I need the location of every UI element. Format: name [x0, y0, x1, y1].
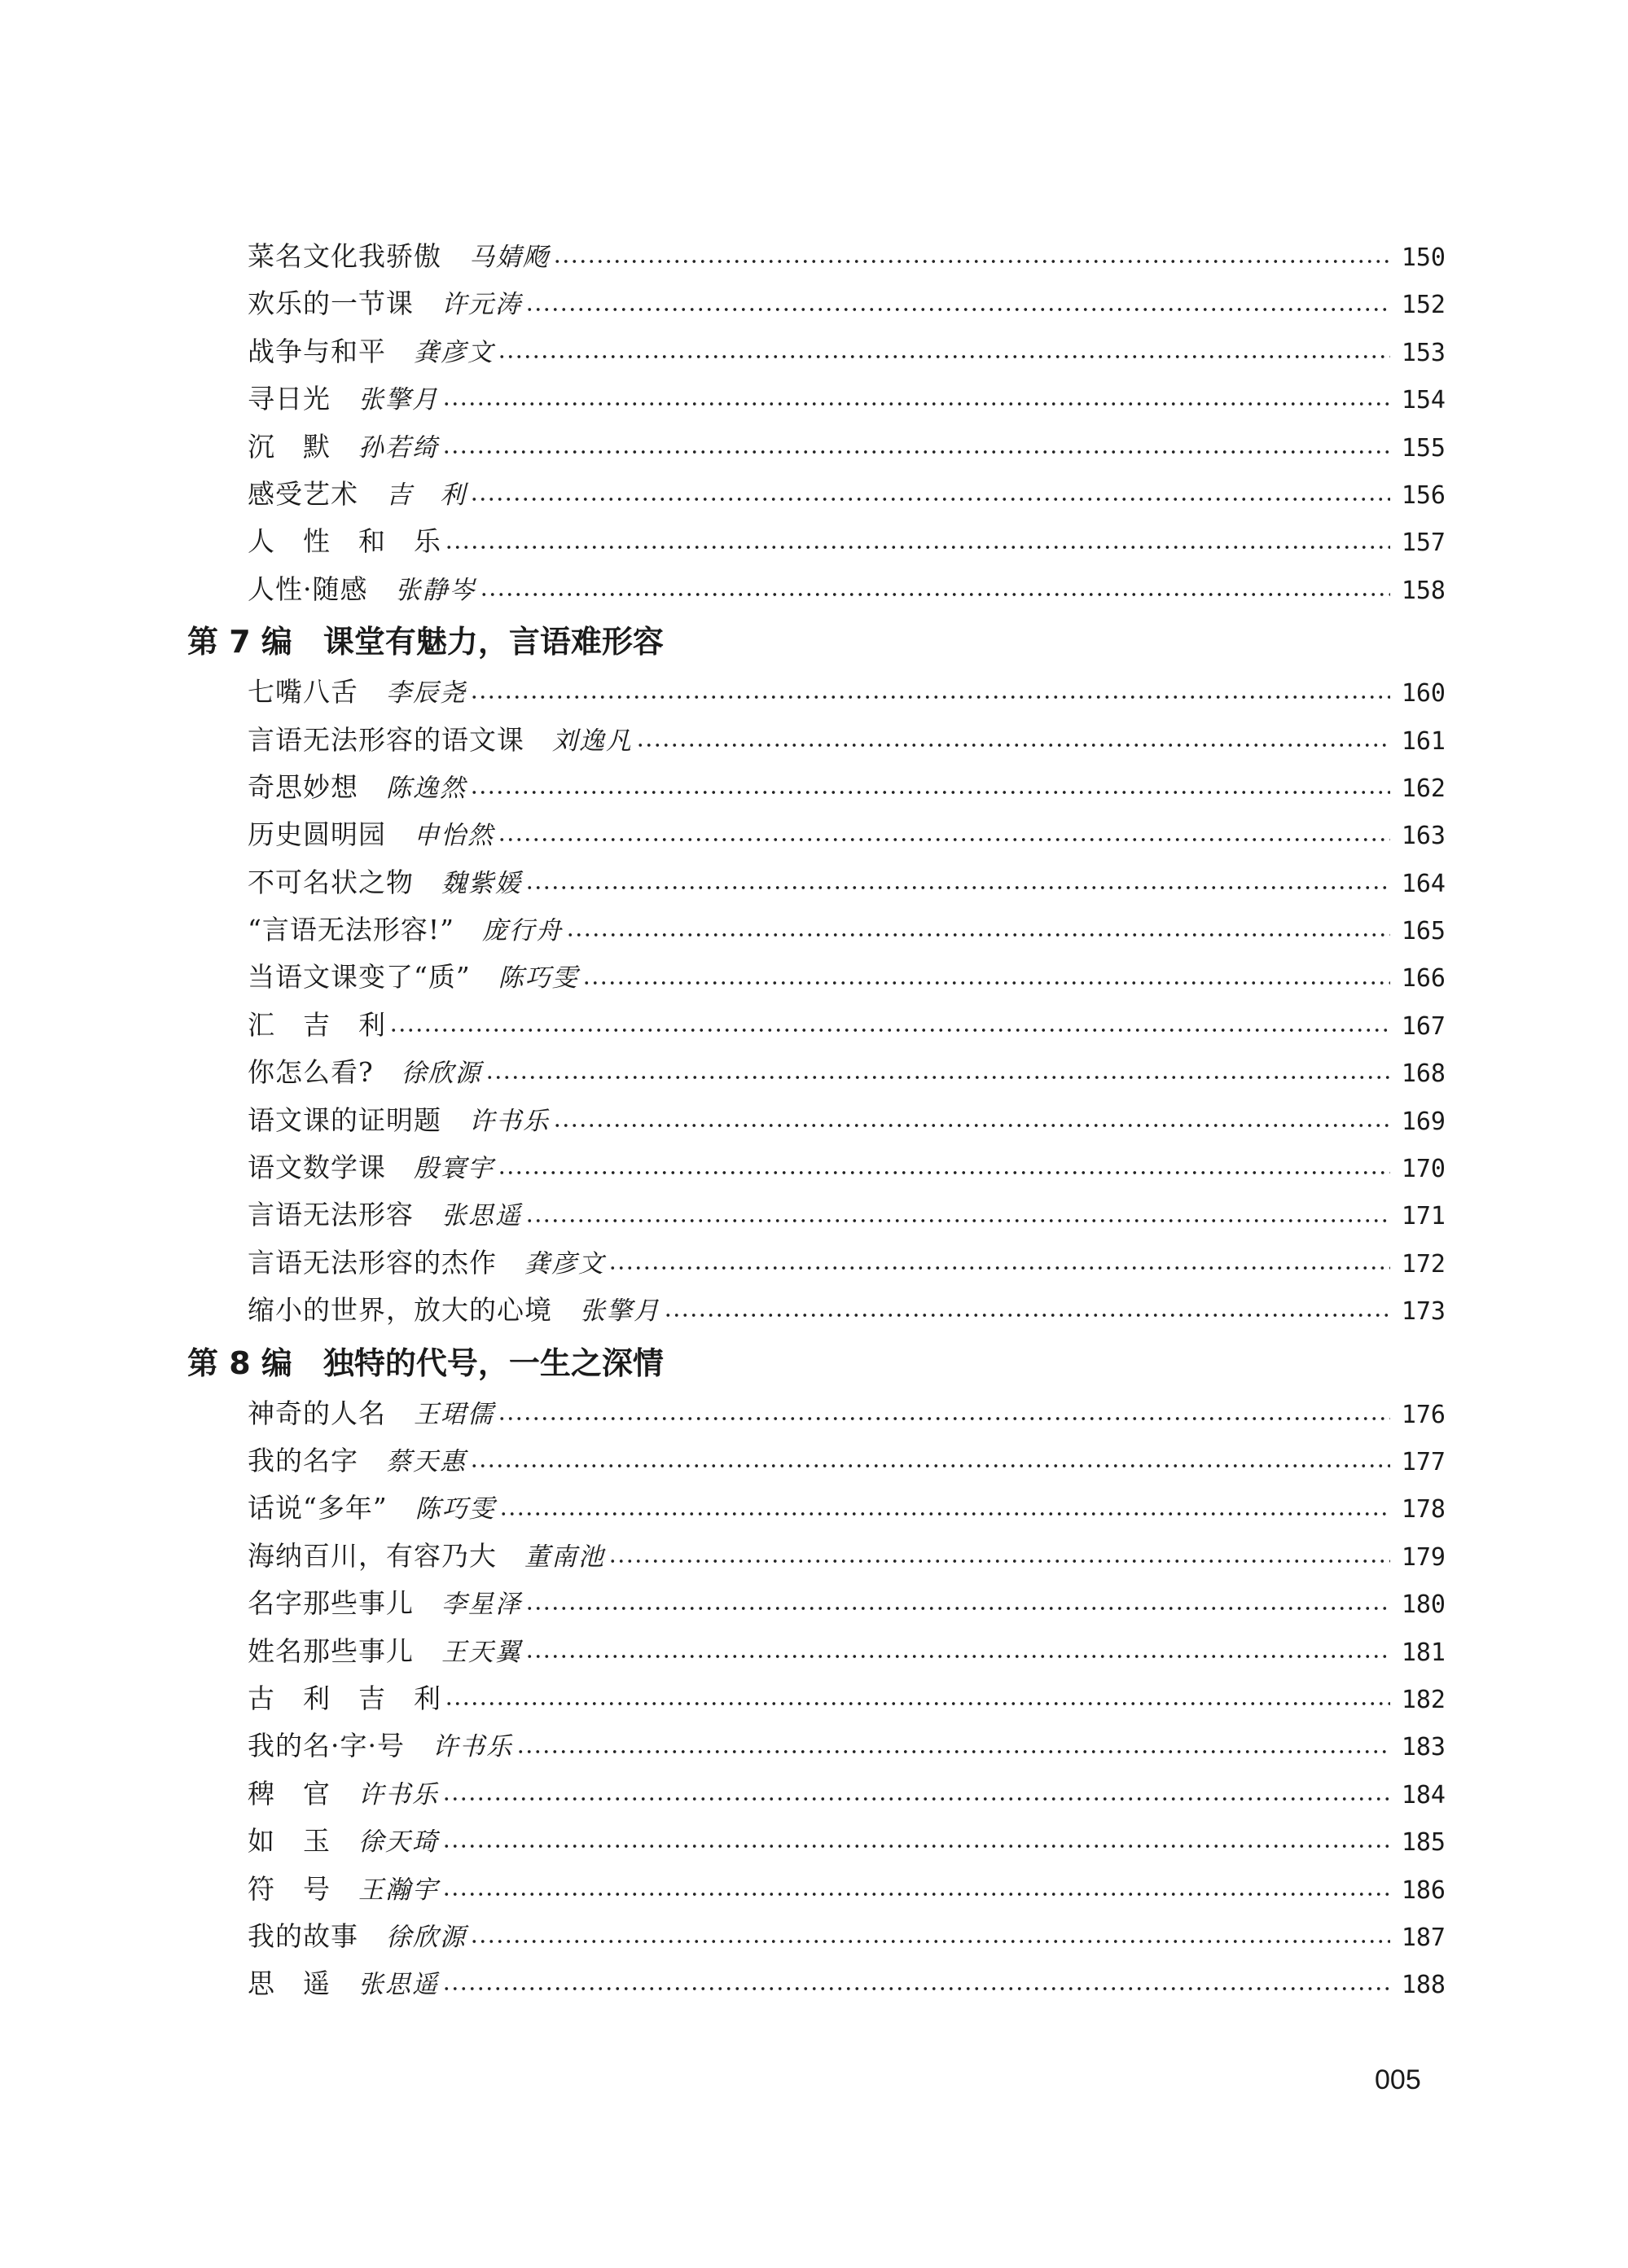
entry-author: 陈逸然 — [386, 773, 467, 803]
dot-leader — [470, 787, 1390, 798]
toc-entry[interactable] — [187, 280, 1446, 327]
entry-page-number: 156 — [1401, 480, 1446, 510]
dot-leader — [442, 1840, 1390, 1852]
page-number: 005 — [1375, 2064, 1421, 2095]
toc-entry[interactable] — [187, 471, 1446, 518]
entry-page-number: 169 — [1401, 1107, 1446, 1136]
entry-page-number: 181 — [1401, 1638, 1446, 1667]
entry-author: 徐欣源 — [386, 1922, 467, 1952]
entry-title: 稗 官 — [248, 1777, 331, 1810]
entry-title: 话说“多年” — [248, 1492, 388, 1524]
dot-leader — [525, 1603, 1390, 1614]
entry-title: 欢乐的一节课 — [248, 287, 414, 320]
entry-page-number: 150 — [1401, 243, 1446, 272]
entry-author: 张擎月 — [358, 385, 439, 415]
entry-author: 许书乐 — [432, 1732, 513, 1762]
entry-title: 奇思妙想 — [248, 770, 358, 803]
dot-leader — [442, 1889, 1390, 1900]
entry-author: 王珺儒 — [414, 1399, 494, 1429]
dot-leader — [470, 494, 1390, 505]
entry-page-number: 177 — [1401, 1447, 1446, 1476]
toc-entry[interactable] — [187, 1960, 1446, 2007]
dot-leader — [442, 1983, 1390, 1994]
entry-author: 张思遥 — [358, 1970, 439, 2000]
dot-leader — [608, 1262, 1390, 1274]
entry-author: 徐天琦 — [358, 1827, 439, 1858]
toc-entry[interactable] — [187, 1239, 1446, 1287]
entry-title: 感受艺术 — [248, 477, 358, 510]
entry-page-number: 154 — [1401, 386, 1446, 415]
entry-page-number: 171 — [1401, 1202, 1446, 1231]
dot-leader — [608, 1555, 1390, 1567]
entry-title: 语文课的证明题 — [248, 1103, 441, 1136]
entry-author: 徐欣源 — [401, 1059, 482, 1089]
toc-entry[interactable] — [187, 518, 1446, 565]
entry-page-number: 153 — [1401, 338, 1446, 367]
entry-author: 张擎月 — [580, 1296, 660, 1327]
entry-author: 张静岑 — [395, 575, 476, 605]
toc-entry[interactable] — [187, 1287, 1446, 1334]
entry-page-number: 182 — [1401, 1685, 1446, 1714]
entry-author: 庞行舟 — [482, 916, 564, 946]
toc-entry[interactable] — [187, 1049, 1446, 1096]
dot-leader — [566, 929, 1390, 941]
entry-author: 马婧飏 — [469, 243, 550, 272]
dot-leader — [525, 304, 1390, 315]
entry-page-number: 180 — [1401, 1590, 1446, 1620]
entry-title: “言语无法形容!” — [248, 914, 455, 946]
toc-entry[interactable] — [187, 1390, 1446, 1437]
entry-title: 海纳百川，有容乃大 — [248, 1539, 497, 1572]
entry-title: 我的故事 — [248, 1919, 358, 1952]
entry-page-number: 173 — [1401, 1297, 1446, 1327]
toc-entry[interactable] — [187, 811, 1446, 858]
entry-page-number: 155 — [1401, 433, 1446, 463]
entry-page-number: 168 — [1401, 1059, 1446, 1089]
entry-author: 陈巧雯 — [498, 963, 579, 994]
entry-author: 陈巧雯 — [415, 1494, 496, 1524]
toc-entry[interactable] — [187, 1580, 1446, 1627]
entry-author: 董南池 — [524, 1542, 605, 1572]
dot-leader — [525, 1215, 1390, 1226]
toc-entry[interactable] — [187, 1628, 1446, 1675]
entry-page-number: 157 — [1401, 529, 1446, 558]
section-title: 课堂有魅力，言语难形容 — [323, 624, 664, 660]
entry-page-number: 161 — [1401, 726, 1446, 756]
entry-author: 殷寰宇 — [414, 1154, 494, 1184]
entry-author: 许元涛 — [441, 290, 522, 320]
dot-leader — [525, 1651, 1390, 1662]
entry-title: 思 遥 — [248, 1968, 331, 2000]
entry-title: 言语无法形容的语文课 — [248, 723, 524, 756]
dot-leader — [498, 834, 1390, 845]
toc-entry[interactable] — [187, 1866, 1446, 1913]
dot-leader — [470, 1936, 1390, 1947]
toc-entry[interactable] — [187, 1002, 1446, 1049]
entry-title: 名字那些事儿 — [248, 1587, 414, 1620]
entry-title: 缩小的世界，放大的心境 — [248, 1294, 552, 1327]
entry-page-number: 172 — [1401, 1249, 1446, 1279]
entry-page-number: 166 — [1401, 964, 1446, 994]
dot-leader — [485, 1072, 1390, 1083]
dot-leader — [553, 256, 1390, 267]
entry-page-number: 158 — [1401, 576, 1446, 605]
entry-author: 蔡天惠 — [386, 1446, 467, 1476]
toc-entry[interactable] — [187, 1097, 1446, 1144]
dot-leader — [470, 1460, 1390, 1472]
entry-page-number: 185 — [1401, 1828, 1446, 1858]
entry-page-number: 178 — [1401, 1495, 1446, 1524]
entry-title: 寻日光 — [248, 383, 331, 415]
entry-author: 李星泽 — [441, 1590, 522, 1620]
entry-title: 不可名状之物 — [248, 866, 414, 898]
toc-entry[interactable] — [187, 764, 1446, 811]
entry-page-number: 165 — [1401, 917, 1446, 946]
dot-leader — [516, 1746, 1390, 1757]
toc-entry[interactable] — [187, 906, 1446, 954]
section-number: 第 8 编 — [187, 1345, 292, 1381]
toc-entry[interactable] — [187, 566, 1446, 613]
entry-title: 人性·随感 — [248, 572, 368, 605]
entry-title: 战争与和平 — [248, 335, 386, 367]
entry-page-number: 152 — [1401, 291, 1446, 320]
entry-title: 我的名·字·号 — [248, 1730, 405, 1762]
toc-entry[interactable] — [187, 423, 1446, 471]
toc-entry[interactable] — [187, 1144, 1446, 1191]
dot-leader — [442, 446, 1390, 458]
entry-title: 如 玉 — [248, 1825, 331, 1858]
entry-author: 吉 利 — [386, 480, 467, 510]
entry-title: 神奇的人名 — [248, 1397, 386, 1429]
entry-author: 龚彦文 — [524, 1248, 605, 1279]
dot-leader — [442, 398, 1390, 410]
dot-leader — [498, 1167, 1390, 1178]
entry-page-number: 176 — [1401, 1400, 1446, 1429]
entry-author: 许书乐 — [469, 1106, 550, 1136]
entry-author: 张思遥 — [441, 1201, 522, 1231]
dot-leader — [664, 1309, 1390, 1321]
toc-entry[interactable] — [187, 375, 1446, 423]
toc-entry[interactable] — [187, 954, 1446, 1001]
entry-title: 符 号 — [248, 1872, 331, 1905]
entry-page-number: 170 — [1401, 1155, 1446, 1184]
entry-title: 言语无法形容 — [248, 1199, 414, 1231]
dot-leader — [445, 1698, 1390, 1709]
dot-leader — [389, 1024, 1390, 1036]
table-of-contents — [187, 233, 1446, 2008]
entry-title: 菜名文化我骄傲 — [248, 240, 441, 272]
toc-entry[interactable] — [187, 1770, 1446, 1818]
dot-leader — [553, 1120, 1390, 1131]
dot-leader — [498, 351, 1390, 362]
entry-author: 孙若绮 — [358, 432, 439, 463]
dot-leader — [480, 589, 1391, 600]
dot-leader — [499, 1508, 1390, 1520]
entry-title: 沉 默 — [248, 430, 331, 463]
entry-title: 古 利 吉 利 — [248, 1682, 441, 1714]
toc-entry[interactable] — [187, 328, 1446, 375]
toc-entry[interactable] — [187, 669, 1446, 716]
toc-entry[interactable] — [187, 1533, 1446, 1580]
dot-leader — [636, 739, 1390, 751]
entry-author: 魏紫媛 — [441, 868, 522, 898]
dot-leader — [498, 1413, 1390, 1424]
toc-entry[interactable] — [187, 1818, 1446, 1865]
section-heading — [187, 618, 1446, 665]
entry-title: 言语无法形容的杰作 — [248, 1246, 497, 1279]
entry-page-number: 186 — [1401, 1875, 1446, 1905]
entry-title: 当语文课变了“质” — [248, 961, 471, 994]
entry-page-number: 188 — [1401, 1971, 1446, 2000]
dot-leader — [582, 977, 1390, 989]
section-title: 独特的代号，一生之深情 — [323, 1345, 664, 1381]
entry-page-number: 179 — [1401, 1542, 1446, 1572]
dot-leader — [525, 882, 1390, 893]
dot-leader — [470, 691, 1390, 703]
entry-page-number: 163 — [1401, 822, 1446, 851]
entry-page-number: 160 — [1401, 679, 1446, 708]
entry-page-number: 167 — [1401, 1011, 1446, 1041]
dot-leader — [442, 1793, 1390, 1805]
entry-title: 你怎么看? — [248, 1056, 374, 1089]
entry-title: 我的名字 — [248, 1444, 358, 1476]
entry-title: 语文数学课 — [248, 1152, 386, 1184]
toc-entry[interactable] — [187, 717, 1446, 764]
entry-author: 刘逸凡 — [552, 726, 633, 756]
toc-entry[interactable] — [187, 1675, 1446, 1722]
entry-title: 汇 吉 利 — [248, 1008, 386, 1041]
section-heading — [187, 1340, 1446, 1387]
entry-author: 申怡然 — [414, 821, 494, 851]
entry-page-number: 164 — [1401, 869, 1446, 898]
entry-title: 人 性 和 乐 — [248, 525, 441, 558]
entry-author: 王瀚宇 — [358, 1875, 439, 1905]
entry-title: 历史圆明园 — [248, 818, 386, 851]
entry-page-number: 183 — [1401, 1733, 1446, 1762]
entry-author: 龚彦文 — [414, 337, 494, 367]
entry-title: 姓名那些事儿 — [248, 1634, 414, 1667]
entry-page-number: 187 — [1401, 1923, 1446, 1952]
entry-author: 许书乐 — [358, 1779, 439, 1810]
toc-entry[interactable] — [187, 1913, 1446, 1960]
toc-entry[interactable] — [187, 859, 1446, 906]
entry-author: 李辰尧 — [386, 678, 467, 708]
toc-entry[interactable] — [187, 233, 1446, 280]
section-number: 第 7 编 — [187, 624, 292, 660]
entry-title: 七嘴八舌 — [248, 676, 358, 708]
entry-page-number: 184 — [1401, 1780, 1446, 1810]
toc-entry[interactable] — [187, 1437, 1446, 1485]
toc-entry[interactable] — [187, 1722, 1446, 1770]
toc-entry[interactable] — [187, 1191, 1446, 1239]
entry-page-number: 162 — [1401, 774, 1446, 803]
entry-author: 王天翼 — [441, 1637, 522, 1667]
dot-leader — [445, 542, 1390, 553]
toc-entry[interactable] — [187, 1485, 1446, 1532]
